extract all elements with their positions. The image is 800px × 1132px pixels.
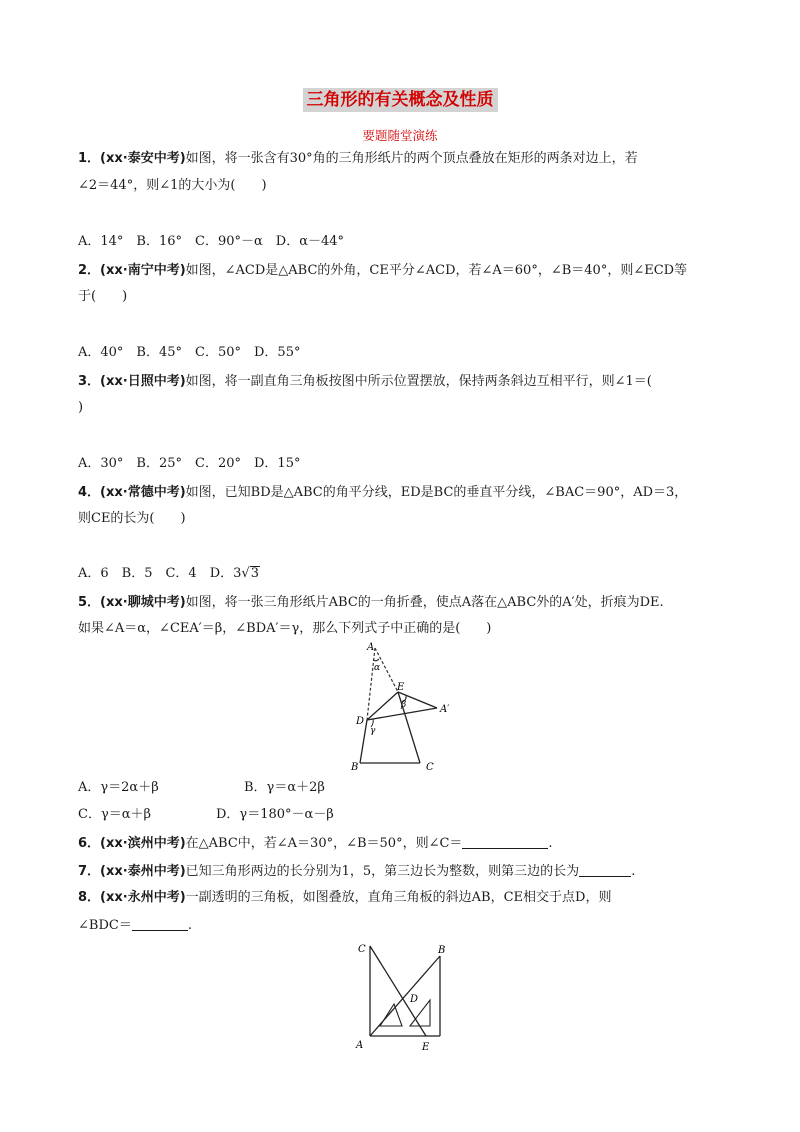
q4-source: (xx·常德中考) bbox=[100, 485, 186, 500]
q6-number: 6． bbox=[78, 836, 101, 851]
q5-fig-label-C: C bbox=[426, 762, 434, 773]
q7-end: . bbox=[631, 864, 636, 879]
q6-end: . bbox=[548, 836, 553, 851]
q5-fig-label-Aprime: A′ bbox=[440, 704, 450, 715]
q4-sqrt-radicand: 3 bbox=[250, 566, 259, 581]
q8-text2: ∠BDC＝ bbox=[78, 918, 132, 933]
q2-options: A．40° B．45° C．50° D．55° bbox=[78, 345, 301, 360]
q8-source: (xx·永州中考) bbox=[100, 890, 186, 905]
section-subtitle: 要题随堂演练 bbox=[362, 128, 438, 143]
q3-text1: 如图，将一副直角三角板按图中所示位置摆放，保持两条斜边互相平行，则∠1＝( bbox=[185, 374, 652, 389]
q6-answer-blank[interactable] bbox=[462, 834, 548, 849]
q5-figure bbox=[340, 640, 460, 775]
q7-line bbox=[78, 862, 635, 881]
q1-source: (xx·泰安中考) bbox=[100, 151, 186, 166]
q3-number: 3． bbox=[78, 374, 101, 389]
q5-number: 5． bbox=[78, 595, 101, 610]
q4-number: 4． bbox=[78, 485, 101, 500]
q8-fig-label-E: E bbox=[422, 1042, 430, 1053]
q1-line2: ∠2＝44°，则∠1的大小为( ) bbox=[78, 178, 267, 193]
q1-text1: 如图，将一张含有30°角的三角形纸片的两个顶点叠放在矩形的两条对边上，若 bbox=[185, 151, 638, 166]
q4-line2: 则CE的长为( ) bbox=[78, 511, 186, 526]
q8-fig-label-C: C bbox=[358, 944, 366, 955]
q3-line1 bbox=[78, 373, 652, 391]
q5-fig-label-D: D bbox=[356, 716, 365, 727]
q8-fig-side-CE bbox=[370, 946, 426, 1036]
q8-number: 8． bbox=[78, 890, 101, 905]
q7-source: (xx·泰州中考) bbox=[100, 864, 186, 879]
q1-options: A．14° B．16° C．90°－α D．α－44° bbox=[78, 234, 345, 249]
q8-fig-label-D: D bbox=[410, 994, 419, 1005]
q8-text1: 一副透明的三角板，如图叠放，直角三角板的斜边AB，CE相交于点D，则 bbox=[185, 890, 612, 905]
q4-sqrt-sign: √ bbox=[241, 566, 250, 581]
q5-fig-label-E: E bbox=[397, 682, 405, 693]
q2-line1 bbox=[78, 262, 687, 280]
q5-option-d: D．γ＝180°－α－β bbox=[216, 807, 334, 822]
q5-fig-label-A: A bbox=[367, 642, 375, 653]
q2-line2: 于( ) bbox=[78, 289, 128, 304]
q7-answer-blank[interactable] bbox=[579, 862, 631, 877]
q5-fig-label-gamma: γ bbox=[370, 726, 376, 736]
q5-fig-label-B: B bbox=[351, 762, 359, 773]
q5-options-row2 bbox=[78, 806, 334, 824]
q5-text1: 如图，将一张三角形纸片ABC的一角折叠，使点A落在△ABC外的A′处，折痕为DE. bbox=[185, 595, 664, 610]
q5-fig-dashed-AD bbox=[367, 648, 375, 720]
q2-source: (xx·南宁中考) bbox=[100, 263, 186, 278]
q4-options-text: A．6 B．5 C．4 D．3 bbox=[78, 566, 242, 581]
q4-options bbox=[78, 565, 260, 583]
q5-fig-label-beta: β bbox=[401, 700, 407, 710]
q8-figure bbox=[348, 938, 458, 1058]
q5-source: (xx·聊城中考) bbox=[100, 595, 186, 610]
q5-option-b: B．γ＝α＋2β bbox=[244, 780, 325, 795]
q1-line1 bbox=[78, 150, 638, 168]
q6-line bbox=[78, 834, 553, 853]
q4-text1: 如图，已知BD是△ABC的角平分线，ED是BC的垂直平分线，∠BAC＝90°，AD＝3， bbox=[185, 485, 688, 500]
q8-fig-label-B: B bbox=[438, 945, 446, 956]
q3-line2: ) bbox=[78, 400, 84, 415]
q8-line1 bbox=[78, 889, 611, 907]
q8-answer-blank[interactable] bbox=[132, 916, 188, 931]
q7-text: 已知三角形两边的长分别为1，5，第三边长为整数，则第三边的长为 bbox=[185, 864, 580, 879]
q5-line2: 如果∠A＝α，∠CEA′＝β，∠BDA′＝γ，那么下列式子中正确的是( ) bbox=[78, 621, 492, 636]
q4-line1 bbox=[78, 484, 687, 502]
q3-source: (xx·日照中考) bbox=[100, 374, 186, 389]
q3-options: A．30° B．25° C．20° D．15° bbox=[78, 456, 301, 471]
q8-line2 bbox=[78, 916, 192, 935]
page-title: 三角形的有关概念及性质 bbox=[303, 88, 498, 112]
q6-text: 在△ABC中，若∠A＝30°，∠B＝50°，则∠C＝ bbox=[185, 836, 463, 851]
title-row bbox=[0, 88, 800, 112]
q7-number: 7． bbox=[78, 864, 101, 879]
q2-number: 2． bbox=[78, 263, 101, 278]
q1-number: 1． bbox=[78, 151, 101, 166]
q2-text1: 如图，∠ACD是△ABC的外角，CE平分∠ACD，若∠A＝60°，∠B＝40°，则∠ECD等 bbox=[185, 263, 688, 278]
q8-fig-inner-triangle-left bbox=[380, 1004, 402, 1026]
q6-source: (xx·滨州中考) bbox=[100, 836, 186, 851]
q5-fig-label-alpha: α bbox=[374, 663, 381, 673]
q5-option-a: A．γ＝2α＋β bbox=[78, 780, 159, 795]
q5-line1 bbox=[78, 594, 664, 612]
q5-options-row1 bbox=[78, 779, 325, 797]
q8-fig-label-A: A bbox=[356, 1040, 364, 1051]
q8-end: . bbox=[187, 918, 192, 933]
q5-option-c: C．γ＝α＋β bbox=[78, 807, 152, 822]
